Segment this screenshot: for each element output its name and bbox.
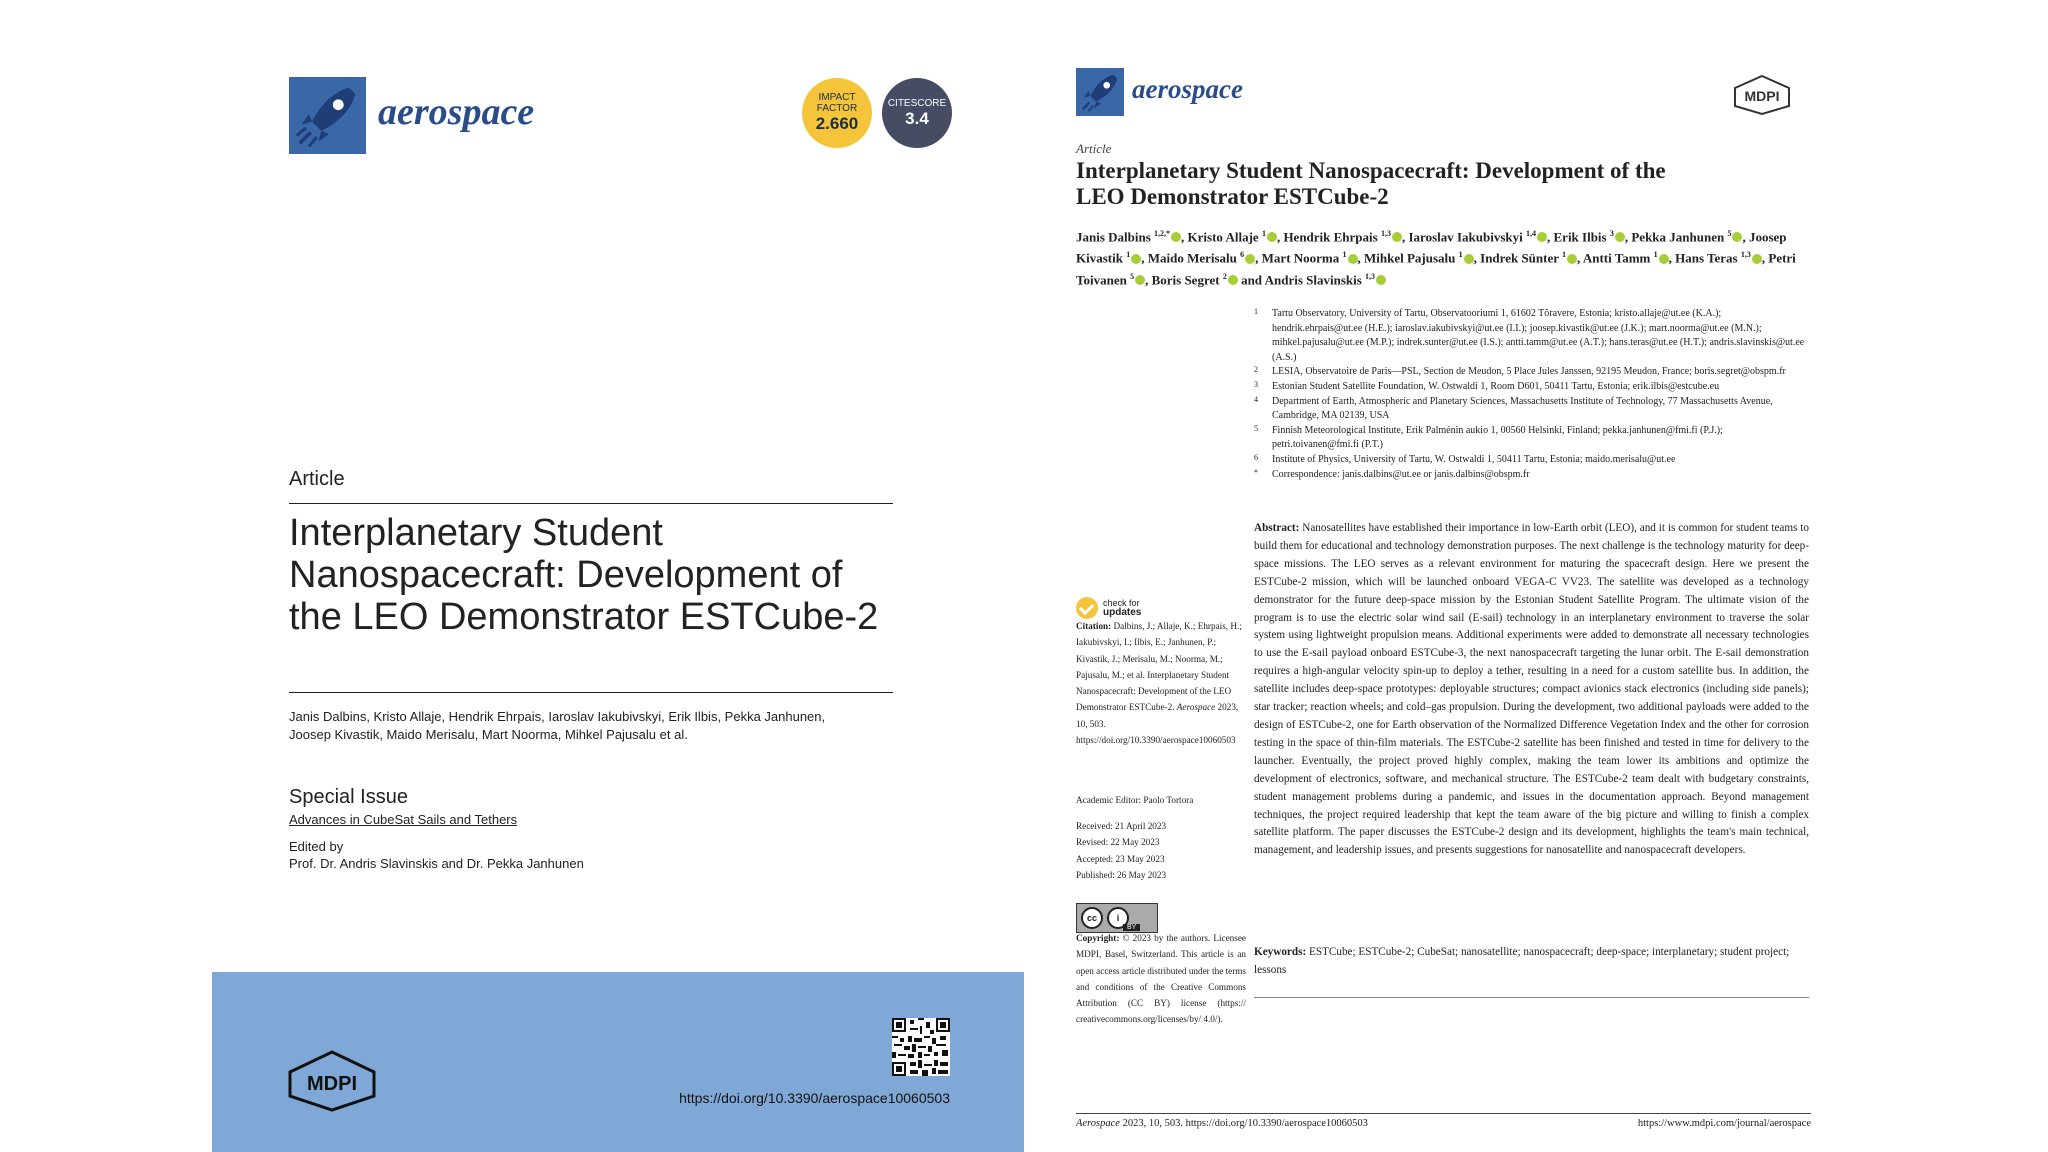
author-affiliation-sup: 6 (1240, 250, 1245, 260)
mdpi-logo (286, 1050, 378, 1112)
impact-factor-badge[interactable] (802, 78, 872, 148)
author-affiliation-sup: 1,3 (1380, 229, 1391, 238)
author-affiliation-sup: 1,3 (1365, 271, 1376, 281)
author-name[interactable]: Joosep Kivastik (1076, 229, 1787, 266)
received-date: Received: 21 April 2023 (1076, 821, 1167, 831)
check-icon (1076, 597, 1098, 619)
affiliation-number: 2 (1254, 365, 1258, 375)
mdpi-logo (1731, 74, 1793, 116)
author-name[interactable]: Indrek Sünter (1480, 250, 1559, 266)
first-page (1066, 0, 1812, 1152)
title-line: Interplanetary Student Nanospacecraft: Development of the (1076, 158, 1666, 183)
footer-doi[interactable]: 2023, 10, 503. https://doi.org/10.3390/aerospace10060503 (1122, 1118, 1368, 1129)
cover-authors (289, 708, 893, 744)
copyright-label: Copyright: (1076, 933, 1120, 943)
author-name[interactable]: Janis Dalbins (1076, 229, 1151, 245)
journal-name: aerospace (378, 91, 535, 133)
keywords-label: Keywords: (1254, 946, 1307, 958)
academic-editor: Academic Editor: Paolo Tortora (1076, 795, 1194, 805)
abstract (1254, 520, 1809, 860)
check-updates-line: updates (1103, 607, 1142, 618)
keywords (1254, 944, 1809, 980)
author-name[interactable]: Mihkel Pajusalu (1364, 250, 1456, 266)
footer-citation (1076, 1118, 1368, 1129)
cc-icon: cc (1081, 907, 1103, 929)
published-date: Published: 26 May 2023 (1076, 869, 1167, 880)
author-name[interactable]: Hans Teras (1675, 250, 1738, 266)
orcid-icon[interactable] (1376, 275, 1386, 285)
copyright-block (1076, 930, 1246, 1028)
affiliation-item (1254, 468, 1809, 483)
author-name[interactable]: Iaroslav Iakubivskyi (1408, 229, 1523, 245)
orcid-icon[interactable] (1228, 275, 1238, 285)
footer-journal-url[interactable]: https://www.mdpi.com/journal/aerospace (1637, 1118, 1811, 1129)
orcid-icon[interactable] (1464, 254, 1474, 264)
author-name[interactable]: Hendrik Ehrpais (1283, 229, 1378, 245)
affiliation-item (1254, 395, 1809, 424)
authors-line: Joosep Kivastik, Maido Merisalu, Mart Noorma, Mihkel Pajusalu et al. (289, 727, 688, 742)
author-name[interactable]: Erik Ilbis (1553, 229, 1607, 245)
affiliation-text: LESIA, Observatoire de Paris—PSL, Section de Meudon, 5 Place Jules Janssen, 92195 Meudon, France; boris.segret@obspm.fr (1272, 366, 1786, 378)
author-affiliation-sup: 3 (1609, 229, 1614, 238)
author-name[interactable]: Boris Segret (1151, 271, 1220, 287)
impact-factor-value: 2.660 (815, 114, 859, 133)
author-affiliation-sup: 1,4 (1526, 229, 1536, 238)
author-list: Janis Dalbins $^{1,2,*}$ , Kristo Allaje $^1$ , Hendrik Ehrpais $^{1,3}$ , Iaroslav Iakubivskyi $^{1,4}$ , Erik Ilbis $^3$ , Pekka Janhunen $^5$ , Joosep Kivastik $^1$ , Maido Merisalu $^6$ , Mart Noorma $^1$ , Mihkel Pajusalu $^1$ , Indrek Sünter $^1$ , Antti Tamm $^1$ , Hans Teras $^{1,3}$ , Petri Toivanen $^5$ , Boris Segret $^2$ and Andris Slavinskis $^{1,3}$ (1076, 229, 1796, 287)
affiliation-item (1254, 453, 1809, 468)
citescore-value: 3.4 (905, 108, 929, 128)
affiliation-number: 4 (1254, 394, 1258, 404)
orcid-icon[interactable] (1171, 232, 1181, 242)
orcid-icon[interactable] (1752, 254, 1762, 264)
special-issue-heading: Special Issue (289, 786, 408, 808)
cover-footer (212, 972, 1024, 1152)
journal-name: aerospace (1132, 74, 1243, 104)
author-affiliation-sup: 1,2,* (1154, 229, 1171, 238)
mdpi-logo-text: MDPI (307, 1073, 357, 1095)
divider (289, 503, 893, 504)
orcid-icon[interactable] (1659, 254, 1669, 264)
impact-factor-label: IMPACT (818, 92, 856, 103)
citation-journal: Aerospace (1176, 702, 1216, 713)
orcid-icon[interactable] (1131, 254, 1141, 264)
citation-label: Citation: (1076, 621, 1112, 631)
authors-connector: and (1241, 271, 1263, 287)
affiliation-number: * (1254, 467, 1258, 477)
orcid-icon[interactable] (1245, 254, 1255, 264)
author-affiliation-sup: 1 (1562, 250, 1567, 260)
keywords-text: ESTCube; ESTCube-2; CubeSat; nanosatellite; nanospacecraft; deep-space; interplanetary; student project; lessons (1254, 946, 1790, 976)
affiliations (1254, 307, 1809, 482)
divider (289, 692, 893, 693)
cover-page (212, 0, 1024, 1152)
affiliation-text: Tartu Observatory, University of Tartu, Observatooriumi 1, 61602 Tõravere, Estonia; kristo.allaje@ut.ee (K.A.); hendrik.ehrpais@ut.ee (H.E.); iaroslav.iakubivskyi@ut.ee (I.I.); joosep.kivastik@ut.ee (J.K.); mart.noorma@ut.ee (M.N.); mihkel.pajusalu@ut.ee (M.P.); indrek.sunter@ut.ee (I.S.); antti.tamm@ut.ee (A.T.); hans.teras@ut.ee (H.T.); andris.slavinskis@ut.ee (A.S.) (1272, 308, 1805, 363)
affiliation-number: 3 (1254, 379, 1258, 389)
author-name[interactable]: Mart Noorma (1261, 250, 1340, 266)
affiliation-number: 5 (1254, 423, 1258, 433)
orcid-icon[interactable] (1392, 232, 1402, 242)
author-affiliation-sup: 1 (1342, 250, 1347, 260)
author-affiliation-sup: 2 (1222, 271, 1227, 281)
affiliation-text: Finnish Meteorological Institute, Erik Palménin aukio 1, 00560 Helsinki, Finland; pekka.janhunen@fmi.fi (P.J.); petri.toivanen@fmi.fi (P.T.) (1272, 424, 1723, 451)
author-affiliation-sup: 1 (1653, 250, 1658, 260)
affiliation-text: Institute of Physics, University of Tartu, W. Ostwaldi 1, 50411 Tartu, Estonia; maido.merisalu@ut.ee (1272, 453, 1676, 465)
editors-names: Prof. Dr. Andris Slavinskis and Dr. Pekka Janhunen (289, 856, 584, 871)
citescore-badge[interactable] (882, 78, 952, 148)
divider (1254, 997, 1809, 998)
orcid-icon[interactable] (1567, 254, 1577, 264)
author-affiliation-sup: 5 (1727, 229, 1732, 238)
orcid-icon[interactable] (1732, 232, 1742, 242)
qr-code[interactable] (892, 1018, 950, 1076)
affiliation-item (1254, 424, 1809, 453)
cover-title: Interplanetary Student Nanospacecraft: Development of the LEO Demonstrator ESTCube-2 (289, 512, 879, 638)
author-name[interactable]: Antti Tamm (1582, 250, 1651, 266)
rocket-logo-icon (289, 77, 366, 154)
rocket-logo-icon (1076, 68, 1124, 116)
edited-by-label: Edited by (289, 839, 344, 854)
orcid-icon[interactable] (1537, 232, 1547, 242)
accepted-date: Accepted: 23 May 2023 (1076, 853, 1165, 864)
orcid-icon[interactable] (1348, 254, 1358, 264)
author-affiliation-sup: 5 (1130, 271, 1135, 281)
orcid-icon[interactable] (1615, 232, 1625, 242)
title-line: LEO Demonstrator ESTCube-2 (1076, 184, 1389, 209)
revised-date: Revised: 22 May 2023 (1076, 837, 1160, 848)
author-affiliation-sup: 1 (1261, 229, 1266, 238)
affiliation-text: Estonian Student Satellite Foundation, W. Ostwaldi 1, Room D601, 50411 Tartu, Estonia; erik.ilbis@estcube.eu (1272, 380, 1720, 392)
orcid-icon[interactable] (1135, 275, 1145, 285)
author-affiliation-sup: 1 (1458, 250, 1463, 260)
citation-text: Dalbins, J.; Allaje, K.; Ehrpais, H.; Iakubivskyi, I.; Ilbis, E.; Janhunen, P.; Kivastik, J.; Merisalu, M.; Noorma, M.; Pajusalu, M.; et al. Interplanetary Student Nanospacecraft: Development of the LEO Demonstrator ESTCube-2. (1076, 621, 1242, 713)
author-name[interactable]: Andris Slavinskis (1264, 271, 1362, 287)
footer-journal: Aerospace (1076, 1118, 1120, 1129)
citation-block (1076, 618, 1246, 748)
divider (1076, 1113, 1811, 1114)
author-affiliation-sup: 1,3 (1740, 250, 1751, 260)
affiliation-item (1254, 307, 1809, 365)
impact-factor-label: FACTOR (816, 103, 858, 114)
abstract-text: Nanosatellites have established their importance in low-Earth orbit (LEO), and it is common for student teams to build them for educational and technology demonstration purposes. The next challenge is the technology maturity for deep-space missions. The LEO serves as a relevant environment for maturing the spacecraft design. Here we present the ESTCube-2 mission, which will be launched onboard VEGA-C VV23. The satellite was developed as a technology demonstrator for the future deep-space mission by the Estonian Student Satellite Program. The ultimate vision of the program is to use the electric solar wind sail (E-sail) technology in an interplanetary environment to traverse the solar system using lightweight propulsion means. Additional experiments were added to demonstrate all necessary technologies to use the E-sail payload onboard ESTCube-3, the next nanospacecraft targeting the lunar orbit. The E-sail demonstration requires a high-angular velocity spin-up to deploy a tether, resulting in a need for a custom satellite bus. In addition, the satellite includes deep-space prototypes: deployable structures; compact avionics stack electronics (including side panels); star tracker; reaction wheels; and cold–gas propulsion. During the development, two additional payloads were added to the design of ESTCube-2, one for Earth observation of the Normalized Difference Vegetation Index and the other for corrosion testing in the space of thin-film materials. The ESTCube-2 satellite has been finished and tested in time for delivery to the launcher. Eventually, the project proved highly complex, making the team lower its ambitions and optimize the development of electronics, software, and mechanical structure. The ESTCube-2 team dealt with budgetary constraints, student management problems during a pandemic, and issues in the documentation approach. Beyond management techniques, the project required leadership that kept the team aware of the big picture and willing to finish a complex satellite platform. The paper discusses the ESTCube-2 design and its development, highlights the team's main technical, management, and leadership issues, and presents suggestions for nanosatellite and nanospacecraft developers. (1254, 522, 1810, 857)
author-affiliation-sup: 1 (1126, 250, 1131, 260)
affiliation-text: Department of Earth, Atmospheric and Planetary Sciences, Massachusetts Institute of Technology, 77 Massachusetts Avenue, Cambridge, MA 02139, USA (1272, 395, 1773, 422)
special-issue-link[interactable]: Advances in CubeSat Sails and Tethers (289, 812, 518, 827)
citescore-label: CITESCORE (887, 97, 947, 109)
check-for-updates-button[interactable] (1076, 597, 1141, 619)
author-name[interactable]: Maido Merisalu (1147, 250, 1237, 266)
orcid-icon[interactable] (1267, 232, 1277, 242)
citation-tail: 2023, 10, 503. https://doi.org/10.3390/aerospace10060503 (1076, 702, 1239, 746)
person-icon: i (1107, 907, 1129, 929)
authors-line: Janis Dalbins, Kristo Allaje, Hendrik Ehrpais, Iaroslav Iakubivskyi, Erik Ilbis, Pekka Janhunen, (289, 709, 826, 724)
cc-by-license-icon[interactable] (1076, 903, 1158, 933)
check-updates-line: check for (1103, 598, 1140, 608)
article-type: Article (1076, 141, 1112, 156)
affiliation-number: 1 (1254, 307, 1258, 316)
affiliation-number: 6 (1254, 452, 1258, 462)
author-name[interactable]: Kristo Allaje (1187, 229, 1259, 245)
cc-by-label: BY (1123, 924, 1140, 931)
editors-block (289, 838, 584, 872)
copyright-text: © 2023 by the authors. Licensee MDPI, Basel, Switzerland. This article is an open access article distributed under the terms and conditions of the Creative Commons Attribution (CC BY) license (https:// creativecommons.org/licenses/by/ 4.0/). (1076, 933, 1246, 1025)
cover-doi-link[interactable]: https://doi.org/10.3390/aerospace10060503 (679, 1090, 950, 1106)
mdpi-logo-text: MDPI (1744, 88, 1780, 104)
affiliation-text: Correspondence: janis.dalbins@ut.ee or janis.dalbins@obspm.fr (1272, 468, 1530, 480)
author-name[interactable]: Pekka Janhunen (1631, 229, 1725, 245)
affiliation-item (1254, 365, 1809, 380)
abstract-label: Abstract: (1254, 522, 1300, 534)
paper-title (1076, 158, 1806, 210)
article-type: Article (289, 468, 345, 490)
affiliation-item (1254, 380, 1809, 395)
author-name[interactable]: Petri Toivanen (1076, 250, 1796, 287)
dates-block (1076, 818, 1246, 883)
